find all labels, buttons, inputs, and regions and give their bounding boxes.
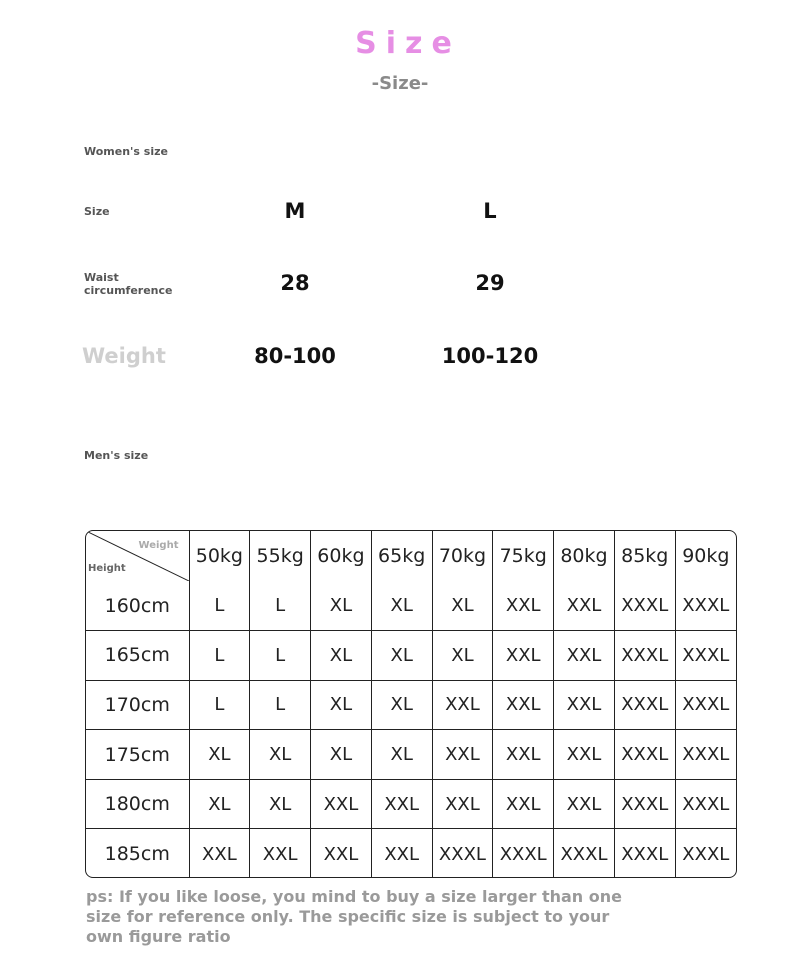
size-cell: L bbox=[189, 631, 250, 681]
size-cell: XXL bbox=[554, 631, 615, 681]
weight-header: 85kg bbox=[614, 531, 675, 581]
mens-size-table bbox=[85, 530, 737, 878]
size-cell: XXXL bbox=[675, 581, 736, 631]
size-cell: XXXL bbox=[675, 779, 736, 829]
size-cell: XL bbox=[311, 680, 372, 730]
womens-weight-m: 80-100 bbox=[254, 344, 336, 368]
size-cell: XXXL bbox=[432, 829, 493, 878]
size-cell: XXXL bbox=[675, 631, 736, 681]
size-cell: XXL bbox=[554, 730, 615, 780]
size-cell: XXXL bbox=[614, 581, 675, 631]
weight-header: 60kg bbox=[311, 531, 372, 581]
size-cell: XL bbox=[189, 779, 250, 829]
size-cell: XXXL bbox=[614, 680, 675, 730]
size-cell: XXXL bbox=[675, 680, 736, 730]
size-cell: L bbox=[189, 680, 250, 730]
weight-header: 80kg bbox=[554, 531, 615, 581]
size-cell: XL bbox=[371, 680, 432, 730]
size-cell: XL bbox=[432, 581, 493, 631]
size-cell: L bbox=[250, 581, 311, 631]
size-cell: XXXL bbox=[675, 829, 736, 878]
womens-size-m: M bbox=[284, 199, 306, 223]
table-row bbox=[86, 730, 736, 780]
size-cell: XL bbox=[311, 581, 372, 631]
size-cell: XL bbox=[432, 631, 493, 681]
mens-section-label: Men's size bbox=[84, 449, 149, 462]
size-cell: XL bbox=[311, 730, 372, 780]
size-cell: XL bbox=[250, 779, 311, 829]
size-cell: XXL bbox=[432, 730, 493, 780]
size-cell: XXXL bbox=[493, 829, 554, 878]
weight-header: 90kg bbox=[675, 531, 736, 581]
weight-header: 50kg bbox=[189, 531, 250, 581]
size-cell: XXXL bbox=[614, 829, 675, 878]
height-cell: 165cm bbox=[86, 631, 189, 681]
size-cell: XXXL bbox=[554, 829, 615, 878]
page-subtitle: -Size- bbox=[371, 73, 429, 94]
womens-waist-m: 28 bbox=[280, 271, 310, 295]
weight-header: 75kg bbox=[493, 531, 554, 581]
table-row bbox=[86, 631, 736, 681]
size-cell: XL bbox=[371, 581, 432, 631]
weight-row-label: Weight bbox=[82, 344, 166, 368]
size-cell: XXL bbox=[493, 581, 554, 631]
size-cell: XXL bbox=[432, 779, 493, 829]
size-cell: XXL bbox=[493, 779, 554, 829]
size-cell: XXL bbox=[311, 829, 372, 878]
size-cell: XXL bbox=[432, 680, 493, 730]
height-cell: 160cm bbox=[86, 581, 189, 631]
height-cell: 180cm bbox=[86, 779, 189, 829]
size-cell: XXL bbox=[371, 829, 432, 878]
weight-header: 55kg bbox=[250, 531, 311, 581]
size-cell: L bbox=[250, 631, 311, 681]
table-row bbox=[86, 581, 736, 631]
height-cell: 175cm bbox=[86, 730, 189, 780]
corner-height-label: Height bbox=[88, 563, 126, 574]
size-cell: XXL bbox=[371, 779, 432, 829]
size-cell: XXXL bbox=[614, 730, 675, 780]
size-cell: XXL bbox=[554, 581, 615, 631]
size-cell: XXXL bbox=[675, 730, 736, 780]
size-cell: XL bbox=[371, 631, 432, 681]
size-cell: XXXL bbox=[614, 631, 675, 681]
womens-waist-l: 29 bbox=[475, 271, 505, 295]
size-cell: XXL bbox=[189, 829, 250, 878]
table-row bbox=[86, 680, 736, 730]
height-cell: 170cm bbox=[86, 680, 189, 730]
size-cell: XXL bbox=[493, 631, 554, 681]
size-cell: XXL bbox=[493, 680, 554, 730]
size-cell: L bbox=[189, 581, 250, 631]
weight-header: 70kg bbox=[432, 531, 493, 581]
waist-row-label: Waist circumference bbox=[84, 271, 173, 297]
size-cell: XL bbox=[371, 730, 432, 780]
table-corner-cell bbox=[86, 531, 189, 581]
size-cell: XXL bbox=[554, 779, 615, 829]
size-cell: XXL bbox=[311, 779, 372, 829]
size-cell: XXL bbox=[493, 730, 554, 780]
womens-size-l: L bbox=[483, 199, 497, 223]
table-row bbox=[86, 779, 736, 829]
size-cell: XXL bbox=[250, 829, 311, 878]
page-title: Size bbox=[355, 26, 461, 61]
table-header-row bbox=[86, 531, 736, 581]
table-row bbox=[86, 829, 736, 878]
footnote: ps: If you like loose, you mind to buy a size larger than one size for reference only. The specific size is subject to your own figure ratio bbox=[86, 887, 622, 946]
size-cell: XXXL bbox=[614, 779, 675, 829]
womens-section-label: Women's size bbox=[84, 145, 168, 158]
size-cell: L bbox=[250, 680, 311, 730]
size-cell: XL bbox=[189, 730, 250, 780]
womens-weight-l: 100-120 bbox=[441, 344, 539, 368]
weight-header: 65kg bbox=[371, 531, 432, 581]
corner-weight-label: Weight bbox=[138, 540, 179, 551]
size-row-label: Size bbox=[84, 205, 110, 218]
size-cell: XL bbox=[311, 631, 372, 681]
height-cell: 185cm bbox=[86, 829, 189, 878]
size-cell: XL bbox=[250, 730, 311, 780]
size-cell: XXL bbox=[554, 680, 615, 730]
